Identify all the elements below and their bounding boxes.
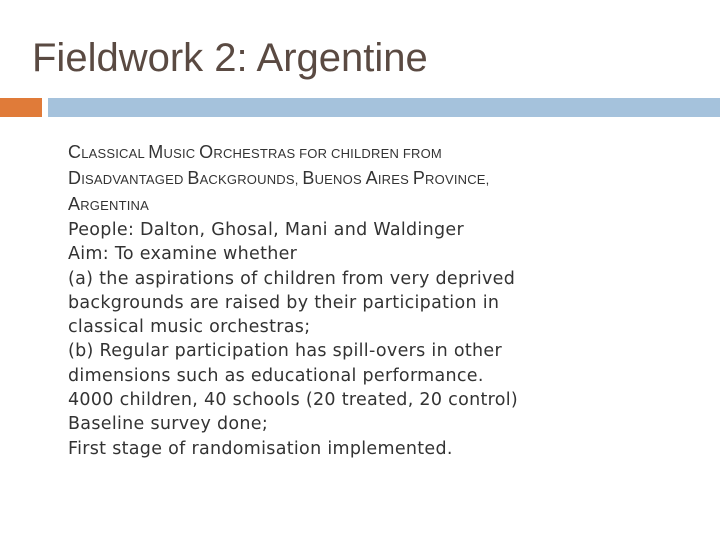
body-line-people: People: Dalton, Ghosal, Mani and Waldinger (68, 220, 464, 240)
heading-smallcaps: RGENTINA (80, 198, 149, 213)
heading-cap: O (199, 142, 214, 162)
body-line: dimensions such as educational performance. (68, 365, 484, 386)
heading-smallcaps: ISADVANTAGED (81, 172, 188, 187)
body-line: (b) Regular participation has spill-overs in other (68, 341, 502, 362)
slide-title: Fieldwork 2: Argentine (32, 36, 428, 80)
heading-smallcaps: LASSICAL (81, 146, 149, 161)
title-rule-bar (48, 98, 720, 117)
heading-smallcaps: USIC (163, 146, 200, 161)
heading-cap: M (148, 142, 164, 162)
heading-smallcaps: IRES (377, 172, 413, 187)
heading-cap: P (412, 168, 426, 188)
heading-smallcaps: ROVINCE, (425, 172, 490, 187)
heading-smallcaps: UENOS (314, 172, 366, 187)
accent-bar (0, 98, 42, 117)
body-line: backgrounds are raised by their participation in (68, 292, 500, 313)
heading-cap: B (187, 168, 200, 188)
heading-smallcaps: ACKGROUNDS, (199, 172, 303, 187)
heading-smallcaps: RCHESTRAS FOR CHILDREN FROM (213, 146, 442, 161)
heading-cap: A (68, 194, 81, 214)
body-line-randomisation: First stage of randomisation implemented. (68, 438, 453, 459)
slide-content (68, 140, 698, 461)
body-line-baseline: Baseline survey done; (68, 414, 269, 435)
heading-cap: C (68, 142, 82, 162)
project-heading (68, 140, 698, 218)
body-line: classical music orchestras; (68, 317, 311, 338)
heading-cap: A (365, 168, 378, 188)
heading-cap: B (302, 168, 315, 188)
body-line: (a) the aspirations of children from very deprived (68, 268, 516, 289)
body-line-aim: Aim: To examine whether (68, 244, 298, 265)
body-line-sample: 4000 children, 40 schools (20 treated, 20 control) (68, 390, 519, 411)
heading-cap: D (68, 168, 82, 188)
